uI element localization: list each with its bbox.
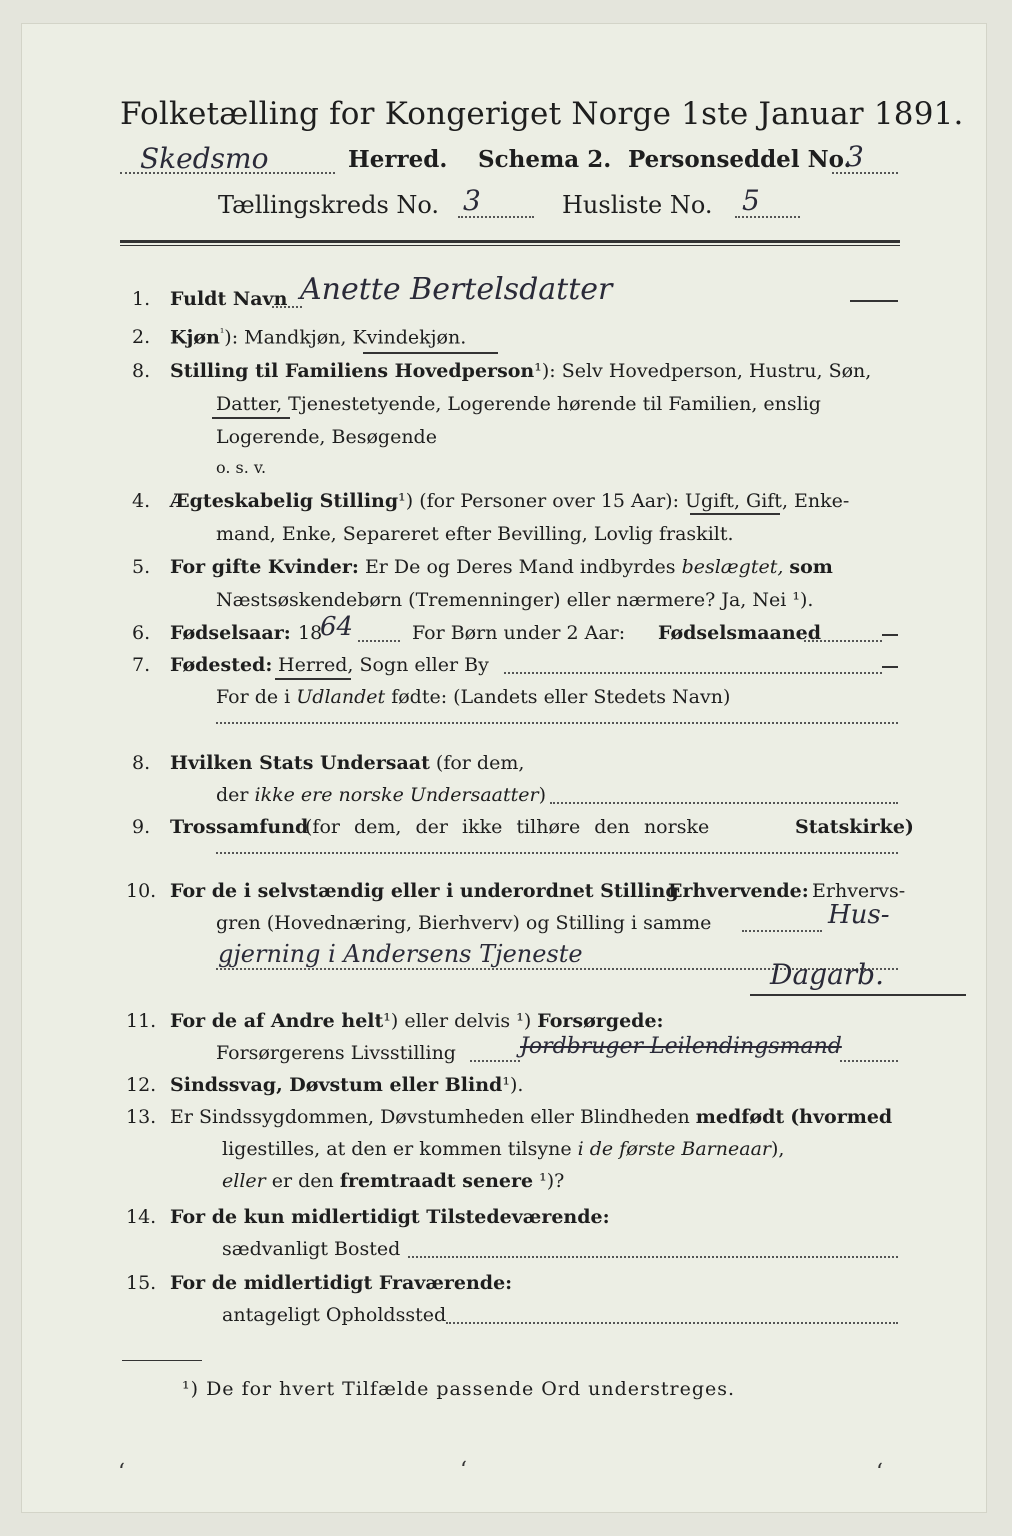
q7-line2-a: For de i xyxy=(216,686,291,708)
q13-line2 xyxy=(222,1138,784,1160)
q3-line2: Datter, Tjenestetyende, Logerende hørende til Familien, enslig xyxy=(216,393,821,415)
q3-label: Stilling til Familiens Hovedperson xyxy=(170,360,535,382)
q8-line1 xyxy=(170,752,524,774)
husliste-dotted-line xyxy=(735,216,800,218)
q11-label-b: Forsørgede: xyxy=(537,1010,664,1032)
q4-line1-rest: ¹) (for Personer over 15 Aar): Ugift, Gift, Enke- xyxy=(398,490,850,512)
q4-number: 4. xyxy=(132,490,151,512)
q13-line2-italic: i de første Barneaar xyxy=(577,1138,771,1160)
q6-year-dotted-line xyxy=(358,640,400,642)
q10-line2: gren (Hovednæring, Bierhverv) og Stilling i samme xyxy=(216,912,712,934)
q11-number: 11. xyxy=(126,1010,157,1032)
q11-dotted-line-a xyxy=(470,1060,520,1062)
q9-line1-rest: (for dem, der ikke tilhøre den norske xyxy=(305,816,710,838)
q14-label: For de kun midlertidigt Tilstedeværende: xyxy=(170,1206,610,1228)
q14-number: 14. xyxy=(126,1206,157,1228)
q5-label: For gifte Kvinder: xyxy=(170,556,359,578)
herred-label: Herred. xyxy=(348,146,448,173)
q8-line1-rest: (for dem, xyxy=(435,752,525,774)
q6-end-line xyxy=(882,634,898,636)
q10-number: 10. xyxy=(126,880,157,902)
q6-birth-year-value: 64 xyxy=(320,612,354,642)
q1-label: Fuldt Navn xyxy=(170,288,288,310)
q13-line3-c: ¹)? xyxy=(539,1170,565,1192)
q13-line1-a: Er Sindssygdommen, Døvstumheden eller Blindheden xyxy=(170,1106,690,1128)
q9-number: 9. xyxy=(132,816,151,838)
q2-number: 2. xyxy=(132,326,151,348)
q7-line1-rest: Herred, Sogn eller By xyxy=(278,654,489,676)
q14-line2: sædvanligt Bosted xyxy=(222,1238,401,1260)
q12-sup: ¹). xyxy=(502,1074,524,1096)
q15-label: For de midlertidigt Fraværende: xyxy=(170,1272,513,1294)
q12-label: Sindssvag, Døvstum eller Blind xyxy=(170,1074,503,1096)
q7-number: 7. xyxy=(132,654,151,676)
q14-dotted-line xyxy=(408,1256,898,1258)
q2-label: Kjøn xyxy=(170,326,220,349)
q2-text xyxy=(170,326,466,348)
q7-line2-b: fødte: (Landets eller Stedets Navn) xyxy=(391,686,731,708)
q6-rest-bold: Fødselsmaaned xyxy=(658,622,822,644)
q8-line2-b: ) xyxy=(538,784,547,806)
q8-number: 8. xyxy=(132,752,151,774)
q10-label: For de i selvstændig eller i underordnet Stilling xyxy=(170,880,679,902)
q6-year-prefix: 18 xyxy=(298,622,323,644)
q1-number: 1. xyxy=(132,288,151,310)
q15-dotted-line xyxy=(446,1322,898,1324)
kreds-value: 3 xyxy=(463,184,481,217)
q13-line3-b: fremtraadt senere xyxy=(339,1170,534,1192)
q9-dotted-line xyxy=(216,852,898,854)
q6-number: 6. xyxy=(132,622,151,644)
q3-line3: Logerende, Besøgende xyxy=(216,426,437,448)
q2-footnote-mark: ¹ xyxy=(219,326,225,339)
q7-herred-underline xyxy=(275,678,351,680)
herred-value: Skedsmo xyxy=(140,142,269,175)
q1-end-line xyxy=(850,300,898,302)
q5-number: 5. xyxy=(132,556,151,578)
q10-label-c: Erhvervs- xyxy=(812,880,906,902)
q13-line2-a: ligestilles, at den er kommen tilsyne xyxy=(222,1138,572,1160)
q3-number: 8. xyxy=(132,360,151,382)
q13-line3 xyxy=(222,1170,564,1192)
herred-dotted-line xyxy=(120,172,335,174)
q10-end-line xyxy=(750,994,966,996)
q1-dotted-line xyxy=(272,306,302,308)
q8-label: Hvilken Stats Undersaat xyxy=(170,752,430,774)
q7-foreign-dotted-line xyxy=(216,722,898,724)
q13-number: 13. xyxy=(126,1106,157,1128)
schema-label: Schema 2. xyxy=(478,146,612,173)
q12-line xyxy=(170,1074,523,1096)
q7-line2-italic: Udlandet xyxy=(296,686,386,708)
q11-mid: ¹) eller delvis ¹) xyxy=(383,1010,532,1032)
footnote-rule xyxy=(122,1360,202,1361)
q2-kvindekjon-underline xyxy=(363,352,498,354)
binding-mark-right: ʻ xyxy=(876,1460,883,1485)
husliste-value: 5 xyxy=(742,184,760,217)
q2-options: ): Mandkjøn, Kvindekjøn. xyxy=(224,326,467,349)
kreds-label: Tællingskreds No. xyxy=(218,191,440,219)
form-title: Folketælling for Kongeriget Norge 1ste Januar 1891. xyxy=(120,96,964,132)
q13-line1-c: (hvormed xyxy=(790,1106,893,1128)
q4-ugift-underline xyxy=(690,513,780,515)
personseddel-dotted-line xyxy=(832,172,898,174)
q9-label: Trossamfund xyxy=(170,816,309,838)
binding-mark-center: ʻ xyxy=(460,1458,467,1483)
q11-line2: Forsørgerens Livsstilling xyxy=(216,1042,456,1064)
q12-number: 12. xyxy=(126,1074,157,1096)
q11-line1 xyxy=(170,1010,664,1032)
q3-line1 xyxy=(170,360,871,382)
q7-dotted-line xyxy=(504,672,882,674)
header-rule-top xyxy=(120,240,900,243)
q4-label: Ægteskabelig Stilling xyxy=(170,490,399,512)
binding-mark-left: ʻ xyxy=(118,1460,125,1485)
q5-line2: Næstsøskendebørn (Tremenninger) eller nærmere? Ja, Nei ¹). xyxy=(216,589,814,611)
q7-label: Fødested: xyxy=(170,654,273,676)
q5-line1-end: som xyxy=(789,556,833,578)
q1-full-name-value: Anette Bertelsdatter xyxy=(300,272,613,307)
q7-end-line xyxy=(882,666,898,668)
q13-line1 xyxy=(170,1106,892,1128)
q6-rest: For Børn under 2 Aar: xyxy=(412,622,626,644)
q13-line3-italic: eller xyxy=(222,1170,266,1192)
q8-dotted-line xyxy=(550,802,898,804)
q15-line2: antageligt Opholdssted xyxy=(222,1304,447,1326)
q13-line3-a: er den xyxy=(271,1170,334,1192)
q10-label-b: Erhvervende: xyxy=(668,880,809,902)
q10-handwritten-1: Hus- xyxy=(828,900,890,930)
q3-line4: o. s. v. xyxy=(216,458,267,477)
q10-handwritten-3: Dagarb. xyxy=(770,958,884,991)
q13-line2-b: ), xyxy=(771,1138,785,1160)
q6-month-dotted-line xyxy=(804,640,882,642)
q11-handwritten-struck: Jordbruger Leilendingsmand xyxy=(520,1034,842,1059)
q8-line2-italic: ikke ere norske Undersaatter xyxy=(254,784,539,806)
q10-line2-dotted xyxy=(742,930,822,932)
q9-line1-end: Statskirke) xyxy=(795,816,914,838)
q13-line1-b: medfødt xyxy=(695,1106,785,1128)
personseddel-value: 3 xyxy=(846,140,864,173)
q6-label: Fødselsaar: xyxy=(170,622,291,644)
personseddel-label: Personseddel No. xyxy=(628,146,852,173)
q8-line2-a: der xyxy=(216,784,249,806)
q5-line1 xyxy=(170,556,833,578)
q4-line2: mand, Enke, Separeret efter Bevilling, Lovlig fraskilt. xyxy=(216,523,734,545)
q5-italic-word: beslægtet, xyxy=(681,556,784,578)
footnote: ¹) De for hvert Tilfælde passende Ord understreges. xyxy=(182,1378,736,1400)
q5-line1-rest: Er De og Deres Mand indbyrdes xyxy=(364,556,676,578)
header-rule-bottom xyxy=(120,245,900,246)
q10-handwritten-2: gjerning i Andersens Tjeneste xyxy=(218,940,583,968)
q15-number: 15. xyxy=(126,1272,157,1294)
husliste-label: Husliste No. xyxy=(562,191,713,219)
q11-dotted-line-b xyxy=(840,1060,898,1062)
q4-line1 xyxy=(170,490,849,512)
q11-label: For de af Andre helt xyxy=(170,1010,384,1032)
q8-line2 xyxy=(216,784,546,806)
kreds-dotted-line xyxy=(458,216,534,218)
q3-datter-underline xyxy=(212,417,290,419)
q3-line1-rest: ¹): Selv Hovedperson, Hustru, Søn, xyxy=(534,360,872,382)
q7-line2 xyxy=(216,686,730,708)
